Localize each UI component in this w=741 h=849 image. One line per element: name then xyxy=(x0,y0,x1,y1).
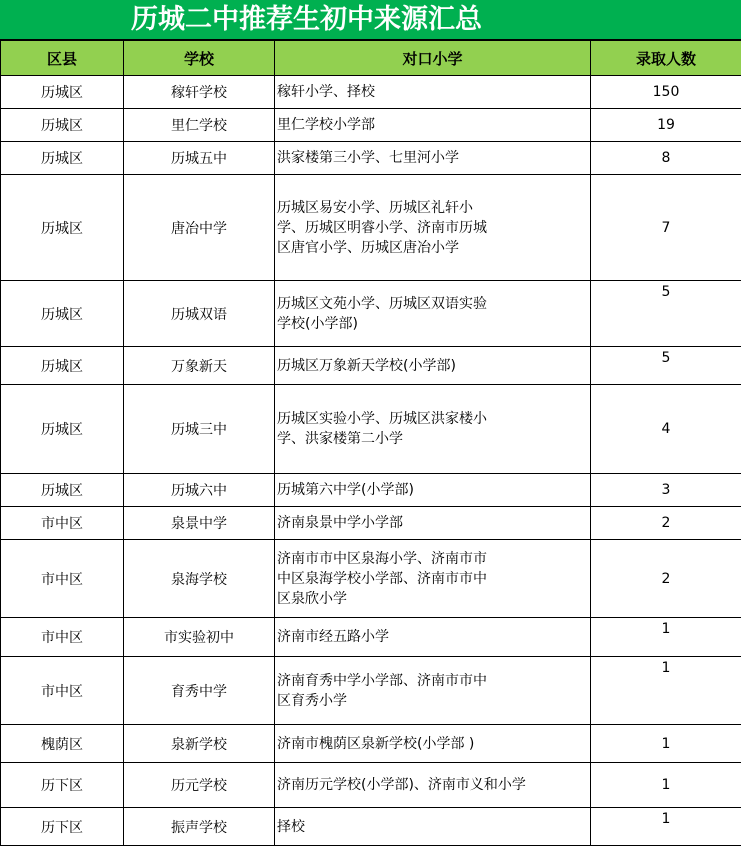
table-row xyxy=(1,281,741,347)
table-row xyxy=(1,175,741,281)
primary-cell: 里仁学校小学部 xyxy=(275,109,591,142)
primary-cell: 历城区文苑小学、历城区双语实验学校(小学部) xyxy=(275,281,591,347)
district-cell: 市中区 xyxy=(1,507,124,540)
district-cell: 历城区 xyxy=(1,142,124,175)
count-cell: 1 xyxy=(591,808,741,846)
school-cell: 历城五中 xyxy=(124,142,275,175)
table-row xyxy=(1,618,741,657)
district-cell: 历城区 xyxy=(1,281,124,347)
count-cell: 3 xyxy=(591,474,741,507)
school-cell: 振声学校 xyxy=(124,808,275,846)
table-header-row xyxy=(1,41,741,76)
header-primary: 对口小学 xyxy=(275,41,591,76)
district-cell: 历城区 xyxy=(1,347,124,385)
count-cell: 7 xyxy=(591,175,741,281)
primary-cell: 历城区易安小学、历城区礼轩小学、历城区明睿小学、济南市历城区唐官小学、历城区唐冶小学 xyxy=(275,175,591,281)
primary-cell: 历城区实验小学、历城区洪家楼小学、洪家楼第二小学 xyxy=(275,385,591,474)
primary-cell: 历城区万象新天学校(小学部) xyxy=(275,347,591,385)
count-cell: 1 xyxy=(591,618,741,657)
primary-cell: 济南泉景中学小学部 xyxy=(275,507,591,540)
district-cell: 槐荫区 xyxy=(1,725,124,763)
school-cell: 历城六中 xyxy=(124,474,275,507)
school-cell: 历城双语 xyxy=(124,281,275,347)
count-cell: 5 xyxy=(591,281,741,347)
school-cell: 历城三中 xyxy=(124,385,275,474)
district-cell: 历下区 xyxy=(1,808,124,846)
count-cell: 2 xyxy=(591,540,741,618)
district-cell: 历城区 xyxy=(1,385,124,474)
table-row xyxy=(1,142,741,175)
school-cell: 市实验初中 xyxy=(124,618,275,657)
table-row xyxy=(1,725,741,763)
table-row xyxy=(1,763,741,808)
primary-cell: 历城第六中学(小学部) xyxy=(275,474,591,507)
district-cell: 历城区 xyxy=(1,109,124,142)
district-cell: 历城区 xyxy=(1,175,124,281)
table-row xyxy=(1,507,741,540)
primary-cell: 济南育秀中学小学部、济南市市中区育秀小学 xyxy=(275,657,591,725)
school-cell: 泉海学校 xyxy=(124,540,275,618)
enrollment-table xyxy=(0,40,741,846)
count-cell: 1 xyxy=(591,657,741,725)
table-row xyxy=(1,347,741,385)
primary-cell: 择校 xyxy=(275,808,591,846)
primary-cell: 洪家楼第三小学、七里河小学 xyxy=(275,142,591,175)
table-row xyxy=(1,808,741,846)
page-title: 历城二中推荐生初中来源汇总 xyxy=(0,0,741,40)
primary-cell: 济南历元学校(小学部)、济南市义和小学 xyxy=(275,763,591,808)
count-cell: 4 xyxy=(591,385,741,474)
school-cell: 历元学校 xyxy=(124,763,275,808)
table-row xyxy=(1,657,741,725)
count-cell: 19 xyxy=(591,109,741,142)
table-row xyxy=(1,474,741,507)
district-cell: 市中区 xyxy=(1,618,124,657)
primary-cell: 稼轩小学、择校 xyxy=(275,76,591,109)
school-cell: 稼轩学校 xyxy=(124,76,275,109)
primary-cell: 济南市槐荫区泉新学校(小学部 ) xyxy=(275,725,591,763)
district-cell: 历城区 xyxy=(1,76,124,109)
count-cell: 150 xyxy=(591,76,741,109)
count-cell: 1 xyxy=(591,725,741,763)
count-cell: 1 xyxy=(591,763,741,808)
primary-cell: 济南市市中区泉海小学、济南市市中区泉海学校小学部、济南市市中区泉欣小学 xyxy=(275,540,591,618)
district-cell: 市中区 xyxy=(1,657,124,725)
district-cell: 市中区 xyxy=(1,540,124,618)
table-row xyxy=(1,76,741,109)
header-school: 学校 xyxy=(124,41,275,76)
school-cell: 育秀中学 xyxy=(124,657,275,725)
table-row xyxy=(1,385,741,474)
school-cell: 泉新学校 xyxy=(124,725,275,763)
primary-cell: 济南市经五路小学 xyxy=(275,618,591,657)
header-district: 区县 xyxy=(1,41,124,76)
district-cell: 历城区 xyxy=(1,474,124,507)
table-row xyxy=(1,109,741,142)
school-cell: 万象新天 xyxy=(124,347,275,385)
school-cell: 唐冶中学 xyxy=(124,175,275,281)
count-cell: 5 xyxy=(591,347,741,385)
count-cell: 2 xyxy=(591,507,741,540)
school-cell: 泉景中学 xyxy=(124,507,275,540)
school-cell: 里仁学校 xyxy=(124,109,275,142)
count-cell: 8 xyxy=(591,142,741,175)
district-cell: 历下区 xyxy=(1,763,124,808)
table-row xyxy=(1,540,741,618)
header-count: 录取人数 xyxy=(591,41,741,76)
